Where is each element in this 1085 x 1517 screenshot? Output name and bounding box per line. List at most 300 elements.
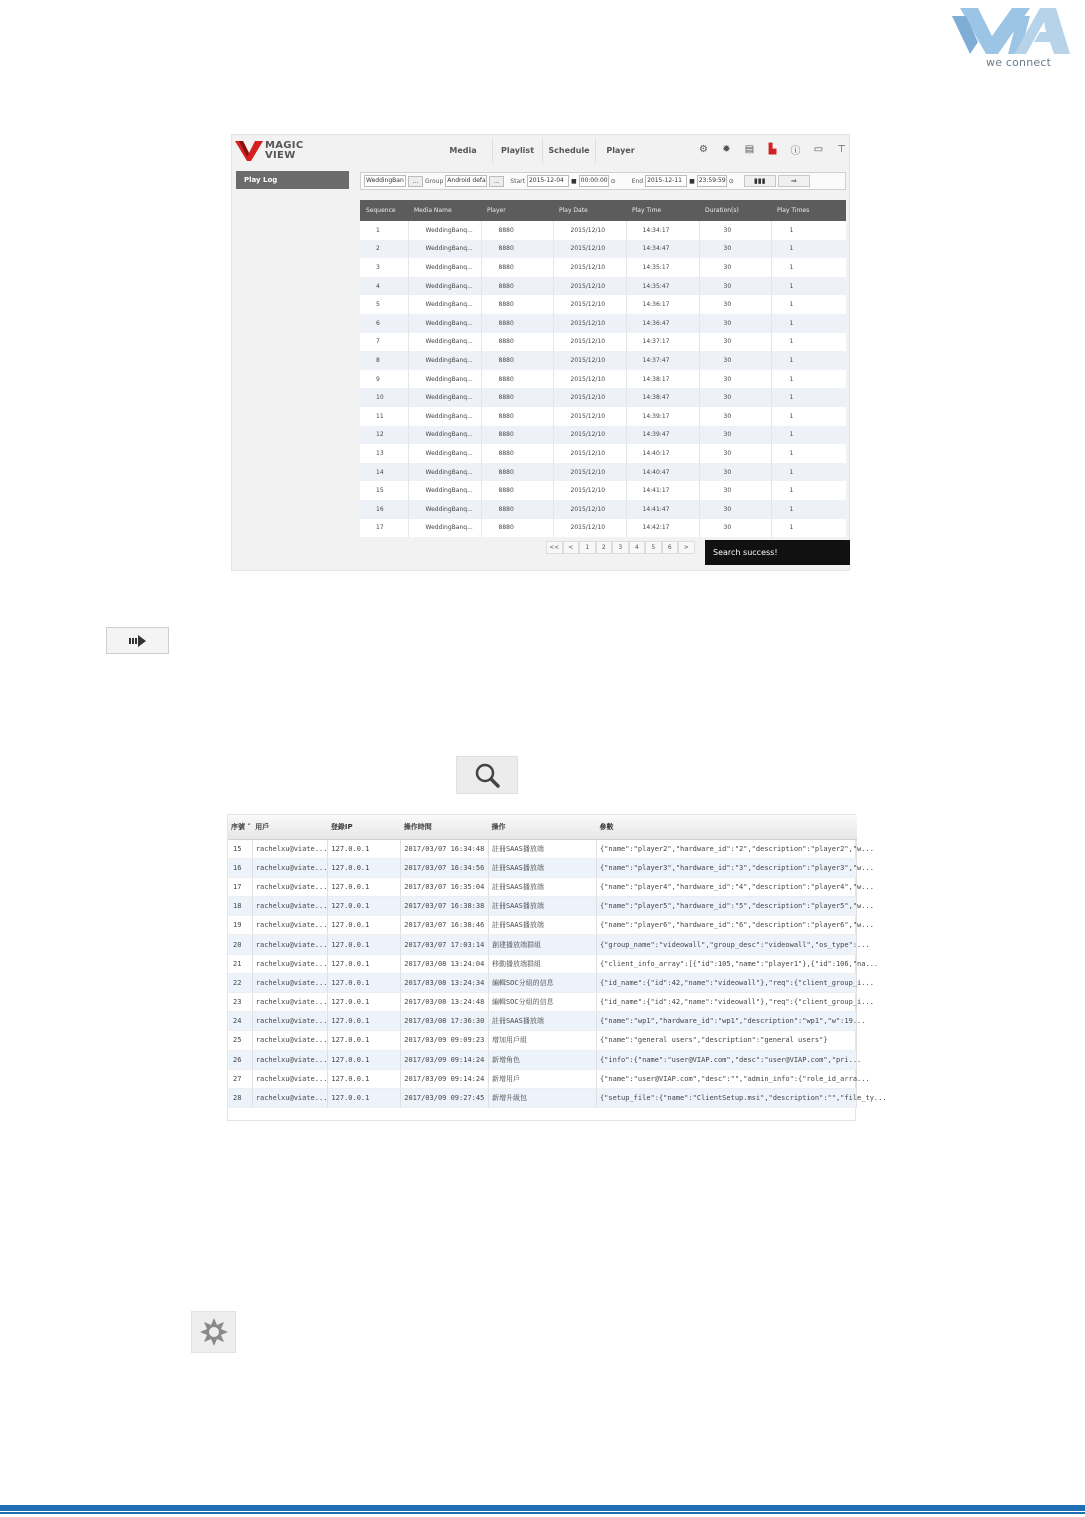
table-row[interactable] [360,407,846,426]
table-cell: WeddingBanq... [408,407,481,426]
table-cell: 2015/12/10 [553,407,626,426]
table-cell: {"id_name":{"id":42,"name":"videowall"},"req":{"client_group_i... [596,973,856,992]
table-row[interactable] [228,839,857,858]
table-cell: rachelxu@viate... [252,858,328,877]
table-row[interactable] [228,858,857,877]
play-log-table [360,200,846,537]
table-cell: 17 [228,877,252,896]
table-cell: 2 [360,240,408,259]
table-cell: 127.0.0.1 [328,1031,401,1050]
table-cell: 註冊SAAS播放端 [488,1012,596,1031]
table-cell: 8880 [481,221,553,240]
start-date-field[interactable]: 2015-12-04 [527,175,569,187]
table-cell: 14:40:17 [626,444,699,463]
table-cell: 1 [771,314,846,333]
table-cell: 8880 [481,240,553,259]
media-field[interactable]: WeddingBan [364,175,406,187]
table-cell: {"info":{"name":"user@VIAP.com","desc":"user@VIAP.com","pri... [596,1050,856,1069]
table-cell: 8880 [481,333,553,352]
col-header[interactable]: Sequence [360,200,408,221]
filter-bar [360,172,846,190]
col-header[interactable]: 操作 [488,815,596,839]
arrow-button[interactable] [106,627,169,654]
table-row[interactable] [360,314,846,333]
table-cell: WeddingBanq... [408,463,481,482]
table-cell: 2015/12/10 [553,444,626,463]
col-header[interactable]: 登錄IP [328,815,401,839]
play-log-screenshot [231,134,850,571]
page-next-button[interactable]: > [678,541,695,554]
table-cell: 127.0.0.1 [328,993,401,1012]
table-cell: 2015/12/10 [553,500,626,519]
table-cell: rachelxu@viate... [252,1069,328,1088]
media-browse-button[interactable]: ... [408,176,423,187]
go-button[interactable]: ⇒ [778,175,810,187]
table-cell: 8880 [481,407,553,426]
col-header[interactable]: Play Time [626,200,699,221]
table-cell: 2017/03/07 16:38:46 [401,916,489,935]
table-cell: 1 [360,221,408,240]
table-cell: 2017/03/08 13:24:34 [401,973,489,992]
table-cell: 30 [699,519,771,538]
table-cell: 14:36:47 [626,314,699,333]
table-cell: 27 [228,1069,252,1088]
table-cell: rachelxu@viate... [252,954,328,973]
table-cell: 30 [699,240,771,259]
table-cell: 127.0.0.1 [328,916,401,935]
table-cell: 17 [360,519,408,538]
col-header[interactable]: 參數 [596,815,856,839]
via-logo-mark [948,6,1072,58]
table-cell: 2015/12/10 [553,277,626,296]
table-cell: 1 [789,524,794,532]
table-row[interactable] [360,426,846,445]
col-header[interactable]: 序號 ˄ [228,815,252,839]
page-button[interactable]: 4 [629,541,646,554]
table-cell: {"client_info_array":[{"id":105,"name":"player1"},{"id":106,"na... [596,954,856,973]
table-cell: 8880 [481,444,553,463]
table-row[interactable] [360,388,846,407]
table-cell: {"setup_file":{"name":"ClientSetup.msi","description":"","file_ty... [596,1088,856,1107]
group-field[interactable]: Android defa [445,175,487,187]
table-cell: 1 [789,449,794,457]
search-icon [474,762,500,788]
end-date-field[interactable]: 2015-12-11 [645,175,687,187]
table-cell: 9 [360,370,408,389]
table-cell: {"name":"user@VIAP.com","desc":"","admin_info":{"role_id_arra... [596,1069,856,1088]
table-cell: 14:38:47 [626,388,699,407]
table-cell: 3 [360,258,408,277]
table-cell: 8880 [481,258,553,277]
table-cell: 1 [789,412,794,420]
table-cell: 127.0.0.1 [328,858,401,877]
footer-rule [0,1505,1085,1511]
table-row[interactable] [360,295,846,314]
table-row[interactable] [360,519,846,538]
table-cell: 14:35:47 [626,277,699,296]
table-cell: 8880 [481,295,553,314]
table-cell: 8880 [481,351,553,370]
table-cell: 20 [228,935,252,954]
table-cell: 7 [360,333,408,352]
table-cell: WeddingBanq... [408,370,481,389]
table-cell: WeddingBanq... [408,333,481,352]
table-cell: 14:36:17 [626,295,699,314]
table-cell: rachelxu@viate... [252,1031,328,1050]
col-header[interactable]: Play Date [553,200,626,221]
table-cell: 2015/12/10 [553,258,626,277]
info-icon[interactable]: ⓘ [790,145,801,157]
table-cell: 127.0.0.1 [328,935,401,954]
gear-button[interactable] [191,1311,236,1353]
table-cell: {"name":"wp1","hardware_id":"wp1","description":"wp1","w":19... [596,1012,856,1031]
page-prev-button[interactable]: < [563,541,580,554]
table-cell: 1 [771,426,846,445]
table-cell: {"id_name":{"id":42,"name":"videowall"},"req":{"client_group_i... [596,993,856,1012]
table-cell: 1 [771,277,846,296]
table-row[interactable] [228,1050,857,1069]
table-cell: 30 [699,481,771,500]
nav-media[interactable]: Media [449,146,477,155]
table-cell: 14:41:47 [626,500,699,519]
table-cell: 16 [228,858,252,877]
table-cell: 2015/12/10 [553,370,626,389]
table-cell: 14:41:17 [626,481,699,500]
table-cell: rachelxu@viate... [252,897,328,916]
page-first-button[interactable]: << [546,541,563,554]
table-cell: WeddingBanq... [408,221,481,240]
group-label: Group [425,177,444,185]
table-cell: 2017/03/09 09:14:24 [401,1050,489,1069]
table-cell: WeddingBanq... [408,258,481,277]
table-cell: 2015/12/10 [553,314,626,333]
table-cell: 2015/12/10 [553,295,626,314]
table-cell: 新增用戶 [488,1069,596,1088]
table-cell: 8880 [481,277,553,296]
table-cell: 24 [228,1012,252,1031]
table-row[interactable] [360,351,846,370]
table-row[interactable] [228,877,857,896]
table-cell: rachelxu@viate... [252,916,328,935]
table-cell: 14:40:47 [626,463,699,482]
table-cell: 14 [360,463,408,482]
via-logo [948,6,1072,68]
table-cell: 6 [360,314,408,333]
table-cell: 註冊SAAS播放端 [488,877,596,896]
table-cell: WeddingBanq... [408,500,481,519]
table-row[interactable] [228,954,857,973]
table-row[interactable] [360,333,846,352]
end-time-field[interactable]: 23:59:59 [697,175,727,187]
table-cell: 127.0.0.1 [328,973,401,992]
table-cell: 30 [699,277,771,296]
nav-player[interactable]: Player [595,139,645,163]
page-button[interactable]: 2 [596,541,613,554]
table-cell: 2015/12/10 [553,519,626,538]
page-button[interactable]: 3 [612,541,629,554]
brand-line2: VIEW [265,150,296,161]
table-cell: WeddingBanq... [408,295,481,314]
table-cell: WeddingBanq... [408,277,481,296]
table-cell: 8880 [481,370,553,389]
table-row[interactable] [360,500,846,519]
table-cell: 註冊SAAS播放端 [488,858,596,877]
table-row[interactable] [360,240,846,259]
table-row[interactable] [360,463,846,482]
table-cell: 25 [228,1031,252,1050]
table-cell: 8880 [481,481,553,500]
nav-playlist[interactable]: Playlist [492,139,542,163]
table-row[interactable] [228,935,857,954]
table-cell: WeddingBanq... [408,351,481,370]
table-cell: 5 [360,295,408,314]
operation-log-screenshot [227,814,887,1121]
table-cell: 22 [228,973,252,992]
page-button[interactable]: 1 [579,541,596,554]
table-cell: 30 [699,407,771,426]
table-cell: 14:38:17 [626,370,699,389]
page-button[interactable]: 6 [662,541,679,554]
table-cell: 2015/12/10 [553,333,626,352]
table-cell: 2017/03/07 16:38:38 [401,897,489,916]
end-label: End [631,177,644,185]
table-cell: 14:42:17 [626,519,699,538]
table-cell: rachelxu@viate... [252,935,328,954]
table-cell: 8 [360,351,408,370]
start-label: Start [510,177,525,185]
table-cell: {"group_name":"videowall","group_desc":"videowall","os_type":... [596,935,856,954]
table-cell: 127.0.0.1 [328,839,401,858]
col-header[interactable]: Duration(s) [699,200,771,221]
start-time-field[interactable]: 00:00:00 [579,175,609,187]
table-cell: 2017/03/09 09:14:24 [401,1069,489,1088]
table-cell: 30 [699,333,771,352]
table-cell: 14:37:47 [626,351,699,370]
table-cell: 14:39:17 [626,407,699,426]
magicview-v-icon [235,139,263,161]
table-cell: 127.0.0.1 [328,1050,401,1069]
col-header[interactable]: 用戶 [252,815,328,839]
group-browse-button[interactable]: ... [489,176,504,187]
clock-icon[interactable]: ⊙ [610,177,616,185]
table-cell: WeddingBanq... [408,444,481,463]
table-cell: 127.0.0.1 [328,1069,401,1088]
table-row[interactable] [228,916,857,935]
table-cell: rachelxu@viate... [252,1012,328,1031]
search-success-toast: Search success! [705,540,850,565]
table-cell: 註冊SAAS播放端 [488,839,596,858]
table-cell: 2015/12/10 [553,426,626,445]
settings-icon[interactable]: ⚙ [699,143,708,155]
table-cell: 1 [771,351,846,370]
table-cell: 8880 [481,314,553,333]
table-cell: 30 [699,426,771,445]
col-header[interactable]: 操作時間 [401,815,489,839]
table-cell: 4 [360,277,408,296]
table-cell: 2015/12/10 [553,463,626,482]
pagination [546,541,695,554]
table-cell: 30 [699,295,771,314]
table-cell: 8880 [481,426,553,445]
table-cell: 14:34:17 [626,221,699,240]
table-cell: 2017/03/08 13:24:48 [401,993,489,1012]
table-cell: 2017/03/08 17:36:30 [401,1012,489,1031]
table-row[interactable] [360,481,846,500]
table-cell: 23 [228,993,252,1012]
window-icon[interactable]: ▭ [813,143,824,155]
table-cell: 2017/03/09 09:27:45 [401,1088,489,1107]
table-cell: {"name":"player4","hardware_id":"4","description":"player4","w... [596,877,856,896]
table-cell: 30 [699,258,771,277]
table-cell: 新增角色 [488,1050,596,1069]
table-cell: 2015/12/10 [553,481,626,500]
table-cell: 2015/12/10 [553,240,626,259]
calendar-icon[interactable]: ■ [570,177,577,185]
table-row[interactable] [360,277,846,296]
table-row[interactable] [228,1069,857,1088]
table-cell: 2017/03/07 17:03:14 [401,935,489,954]
table-cell: 創建播放端群組 [488,935,596,954]
table-cell: 1 [789,338,794,346]
table-cell: 14:37:17 [626,333,699,352]
table-cell: 2017/03/07 16:34:48 [401,839,489,858]
calendar-icon[interactable]: ■ [689,177,695,185]
table-cell: 增加用戶組 [488,1031,596,1050]
table-row[interactable] [228,1088,857,1107]
table-cell: 21 [228,954,252,973]
table-cell: 註冊SAAS播放端 [488,916,596,935]
table-cell: rachelxu@viate... [252,839,328,858]
table-cell: 18 [228,897,252,916]
table-cell: WeddingBanq... [408,519,481,538]
table-cell: 12 [360,426,408,445]
table-cell: WeddingBanq... [408,426,481,445]
table-cell: 30 [699,500,771,519]
table-row[interactable] [360,444,846,463]
table-cell: {"name":"player6","hardware_id":"6","description":"player6","w... [596,916,856,935]
table-cell: 10 [360,388,408,407]
table-cell: 15 [360,481,408,500]
table-cell: 19 [228,916,252,935]
via-tagline: we connect [986,56,1052,69]
table-row[interactable] [228,897,857,916]
table-cell: rachelxu@viate... [252,1088,328,1107]
col-header[interactable]: Media Name [408,200,481,221]
table-cell: {"name":"general users","description":"general users"} [596,1031,856,1050]
table-cell: 30 [699,370,771,389]
table-cell: 2017/03/07 16:34:56 [401,858,489,877]
table-cell: 8880 [481,388,553,407]
table-cell: 1 [789,487,794,495]
table-cell: 1 [771,388,846,407]
table-cell: WeddingBanq... [408,388,481,407]
pin-icon[interactable]: ⊤ [837,143,846,155]
gear-icon [199,1317,229,1347]
table-cell: 1 [789,375,794,383]
table-cell: {"name":"player3","hardware_id":"3","description":"player3","w... [596,858,856,877]
table-cell: 30 [699,444,771,463]
table-row[interactable] [228,993,857,1012]
table-cell: 127.0.0.1 [328,897,401,916]
table-cell: 28 [228,1088,252,1107]
table-cell: 14:35:17 [626,258,699,277]
table-cell: 8880 [481,519,553,538]
table-cell: 127.0.0.1 [328,1088,401,1107]
table-row[interactable] [228,1031,857,1050]
table-cell: 30 [699,351,771,370]
table-cell: 移動播放端群組 [488,954,596,973]
table-cell: 127.0.0.1 [328,954,401,973]
table-cell: rachelxu@viate... [252,1050,328,1069]
arrow-right-icon [128,635,148,647]
table-row[interactable] [228,973,857,992]
table-cell: 1 [771,463,846,482]
table-cell: WeddingBanq... [408,314,481,333]
table-cell: 11 [360,407,408,426]
table-row[interactable] [360,258,846,277]
nav-schedule[interactable]: Schedule [542,139,595,163]
table-cell: 14:39:47 [626,426,699,445]
table-cell: 16 [360,500,408,519]
table-cell: 15 [228,839,252,858]
search-button[interactable] [456,756,518,794]
table-cell: 2017/03/07 16:35:04 [401,877,489,896]
sidebar-item-play-log[interactable]: Play Log [236,171,349,189]
table-cell: {"name":"player5","hardware_id":"5","description":"player5","w... [596,897,856,916]
table-cell: rachelxu@viate... [252,973,328,992]
table-cell: 1 [789,263,794,271]
col-header[interactable]: Play Times [771,200,846,221]
table-cell: 30 [699,388,771,407]
table-cell: 14:34:47 [626,240,699,259]
table-cell: 2017/03/08 13:24:04 [401,954,489,973]
table-cell: 1 [789,226,794,234]
table-cell: 8880 [481,500,553,519]
gear-icon[interactable]: ✹ [722,143,731,155]
brand-line1: MAGIC [265,140,304,151]
table-cell: 30 [699,314,771,333]
operation-log-table [228,815,887,1108]
table-cell: 註冊SAAS播放端 [488,897,596,916]
table-cell: 13 [360,444,408,463]
table-cell: 30 [699,221,771,240]
chart-icon[interactable]: ▙ [768,143,777,155]
table-cell: 2017/03/09 09:09:23 [401,1031,489,1050]
footer-rule [0,1512,1085,1514]
table-cell: 新增升級包 [488,1088,596,1107]
table-cell: rachelxu@viate... [252,877,328,896]
clipboard-icon[interactable]: ▤ [744,143,755,155]
clock-icon[interactable]: ⊙ [728,177,734,185]
table-row[interactable] [360,370,846,389]
table-cell: WeddingBanq... [408,481,481,500]
table-cell: {"name":"player2","hardware_id":"2","description":"player2","w... [596,839,856,858]
table-cell: 1 [771,240,846,259]
table-row[interactable] [360,221,846,240]
table-cell: 2015/12/10 [553,351,626,370]
table-cell: 編輯SOC分組的信息 [488,993,596,1012]
page-button[interactable]: 5 [645,541,662,554]
table-cell: rachelxu@viate... [252,993,328,1012]
table-cell: 26 [228,1050,252,1069]
col-header[interactable]: Player [481,200,553,221]
chart-button[interactable]: ▮▮▮ [744,175,776,187]
top-icons [692,141,853,157]
table-cell: 1 [789,301,794,309]
top-nav [434,139,645,163]
table-row[interactable] [228,1012,857,1031]
table-cell: 127.0.0.1 [328,877,401,896]
